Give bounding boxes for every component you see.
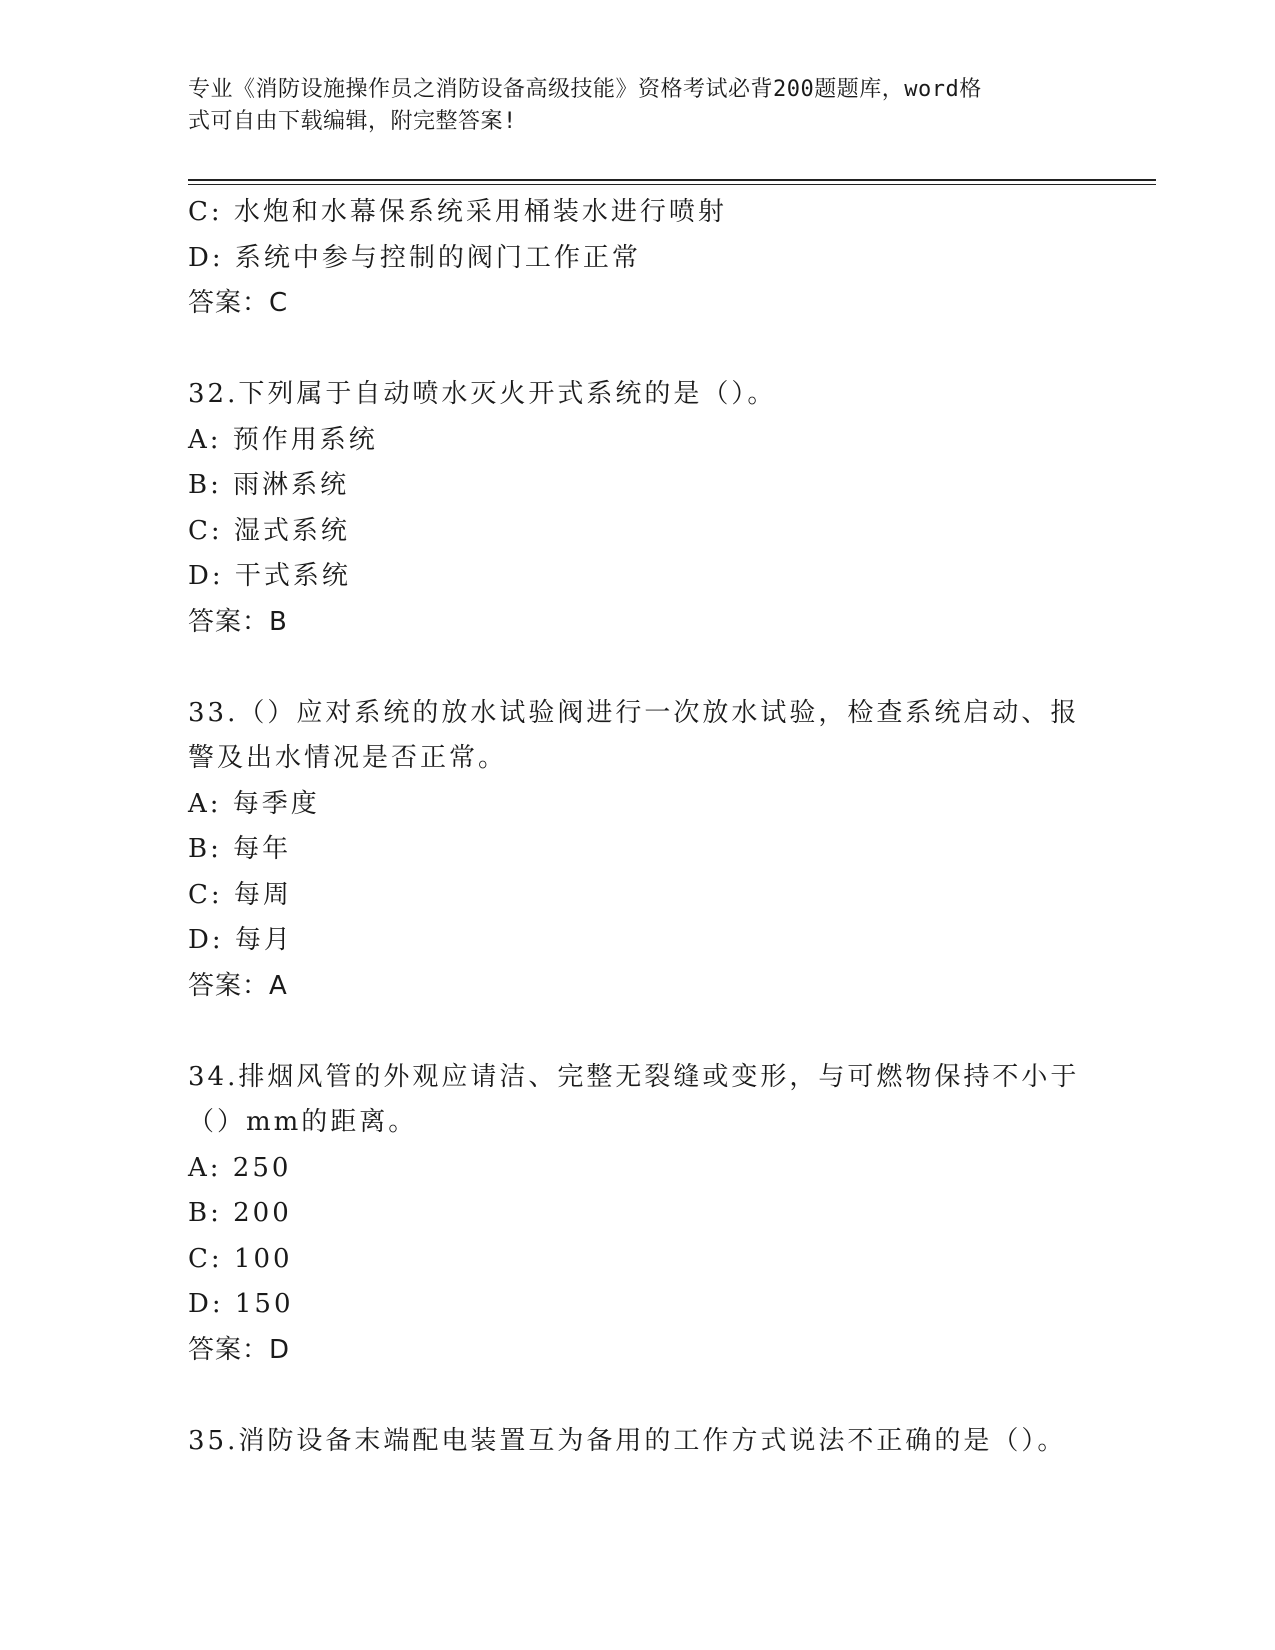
answer-label: 答案：B: [188, 606, 288, 637]
header-divider-thick: [188, 179, 1156, 181]
option-a: A: 预作用系统: [188, 424, 378, 455]
document-header: [188, 74, 1068, 138]
option-a: A: 250: [188, 1152, 292, 1183]
spacer: [188, 645, 1088, 691]
answer-label: 答案：D: [188, 1334, 291, 1365]
question-stem-line-1: 34.排烟风管的外观应请洁、完整无裂缝或变形，与可燃物保持不小于: [188, 1061, 1080, 1092]
option-b: B: 200: [188, 1198, 292, 1228]
question-stem: 35.消防设备末端配电装置互为备用的工作方式说法不正确的是（）。: [188, 1425, 1067, 1456]
option-b: B: 每年: [188, 834, 292, 864]
option-d: D: 系统中参与控制的阀门工作正常: [188, 242, 641, 273]
spacer: [188, 327, 1088, 373]
option-c: C: 每周: [188, 879, 292, 910]
spacer: [188, 1009, 1088, 1055]
question-32: [188, 372, 1088, 645]
option-c: C: 100: [188, 1243, 293, 1274]
question-31: [188, 190, 1088, 327]
question-stem-line-1: 33.（）应对系统的放水试验阀进行一次放水试验，检查系统启动、报: [188, 697, 1080, 728]
header-line-2: 式可自由下载编辑，附完整答案!: [188, 109, 517, 134]
option-b: B: 雨淋系统: [188, 470, 350, 500]
option-d: D: 每月: [188, 925, 293, 955]
spacer: [188, 1373, 1088, 1419]
option-a: A: 每季度: [188, 788, 320, 819]
option-d: D: 150: [188, 1289, 294, 1319]
option-c: C: 水炮和水幕保系统采用桶装水进行喷射: [188, 197, 727, 227]
question-stem-line-2: 警及出水情况是否正常。: [188, 743, 508, 773]
header-line-1: 专业《消防设施操作员之消防设备高级技能》资格考试必背200题题库，word格: [188, 77, 982, 102]
answer-label: 答案：C: [188, 288, 289, 318]
header-divider-thin: [188, 184, 1156, 185]
question-stem-line-2: （）mm的距离。: [188, 1107, 418, 1137]
question-33: [188, 691, 1088, 1010]
question-35: [188, 1419, 1088, 1465]
option-c: C: 湿式系统: [188, 515, 350, 546]
option-d: D: 干式系统: [188, 561, 351, 591]
question-34: [188, 1055, 1088, 1374]
answer-label: 答案：A: [188, 970, 288, 1001]
question-stem: 32.下列属于自动喷水灭火开式系统的是（）。: [188, 379, 777, 409]
question-list: [188, 190, 1088, 1464]
